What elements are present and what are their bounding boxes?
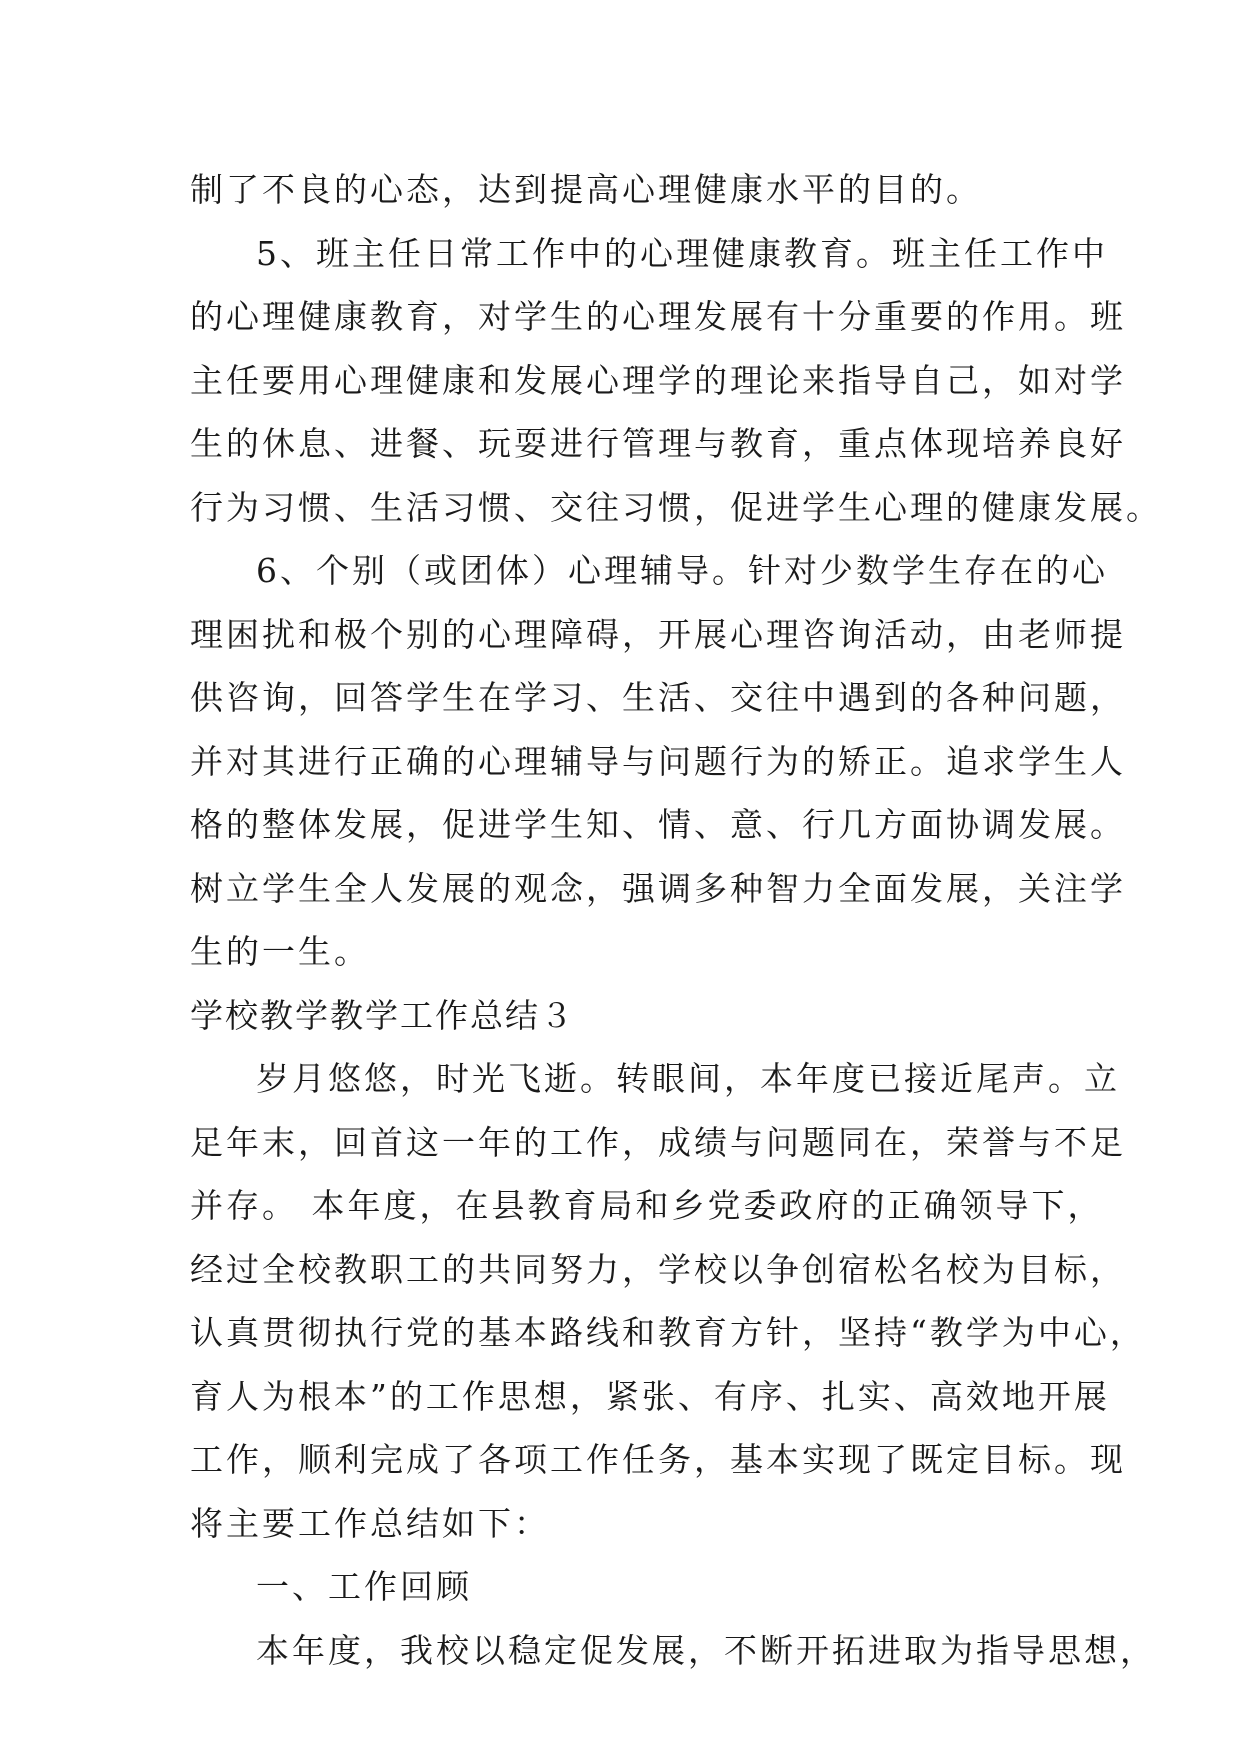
paragraph-line: 并对其进行正确的心理辅导与问题行为的矫正。追求学生人 [190,741,1126,781]
paragraph-line: 5、班主任日常工作中的心理健康教育。班主任工作中 [256,233,1108,273]
paragraph-line: 本年度，我校以稳定促发展，不断开拓进取为指导思想， [256,1630,1156,1670]
paragraph-line: 生的休息、进餐、玩耍进行管理与教育，重点体现培养良好 [190,424,1126,463]
paragraph-line: 育人为根本”的工作思想，紧张、有序、扎实、高效地开展 [190,1376,1110,1416]
paragraph-line: 经过全校教职工的共同努力，学校以争创宿松名校为目标， [190,1249,1126,1289]
paragraph-line: 树立学生全人发展的观念，强调多种智力全面发展，关注学 [190,868,1126,908]
paragraph-line: 理困扰和极个别的心理障碍，开展心理咨询活动，由老师提 [190,614,1126,654]
paragraph-line: 工作，顺利完成了各项工作任务，基本实现了既定目标。现 [190,1440,1126,1479]
paragraph-line: 生的一生。 [190,932,370,971]
paragraph-line: 6、个别（或团体）心理辅导。针对少数学生存在的心 [256,551,1108,590]
paragraph-line: 制了不良的心态，达到提高心理健康水平的目的。 [190,170,982,209]
paragraph-line: 供咨询，回答学生在学习、生活、交往中遇到的各种问题， [190,678,1126,717]
paragraph-line: 的心理健康教育，对学生的心理发展有十分重要的作用。班 [190,297,1126,336]
paragraph-line: 格的整体发展，促进学生知、情、意、行几方面协调发展。 [190,805,1126,844]
paragraph-line: 一、工作回顾 [256,1567,472,1606]
paragraph-line: 足年末，回首这一年的工作，成绩与问题同在，荣誉与不足 [190,1122,1126,1162]
paragraph-line: 主任要用心理健康和发展心理学的理论来指导自己，如对学 [190,360,1126,400]
paragraph-line: 将主要工作总结如下： [190,1503,550,1543]
paragraph-line: 行为习惯、生活习惯、交往习惯，促进学生心理的健康发展。 [190,487,1162,527]
paragraph-line: 岁月悠悠，时光飞逝。转眼间，本年度已接近尾声。立 [256,1059,1120,1098]
section-heading: 学校教学教学工作总结３ [190,995,575,1035]
document-body [190,158,1162,1682]
paragraph-line: 认真贯彻执行党的基本路线和教育方针，坚持“教学为中心， [190,1313,1146,1352]
paragraph-line: 并存。 本年度，在县教育局和乡党委政府的正确领导下， [190,1186,1104,1225]
